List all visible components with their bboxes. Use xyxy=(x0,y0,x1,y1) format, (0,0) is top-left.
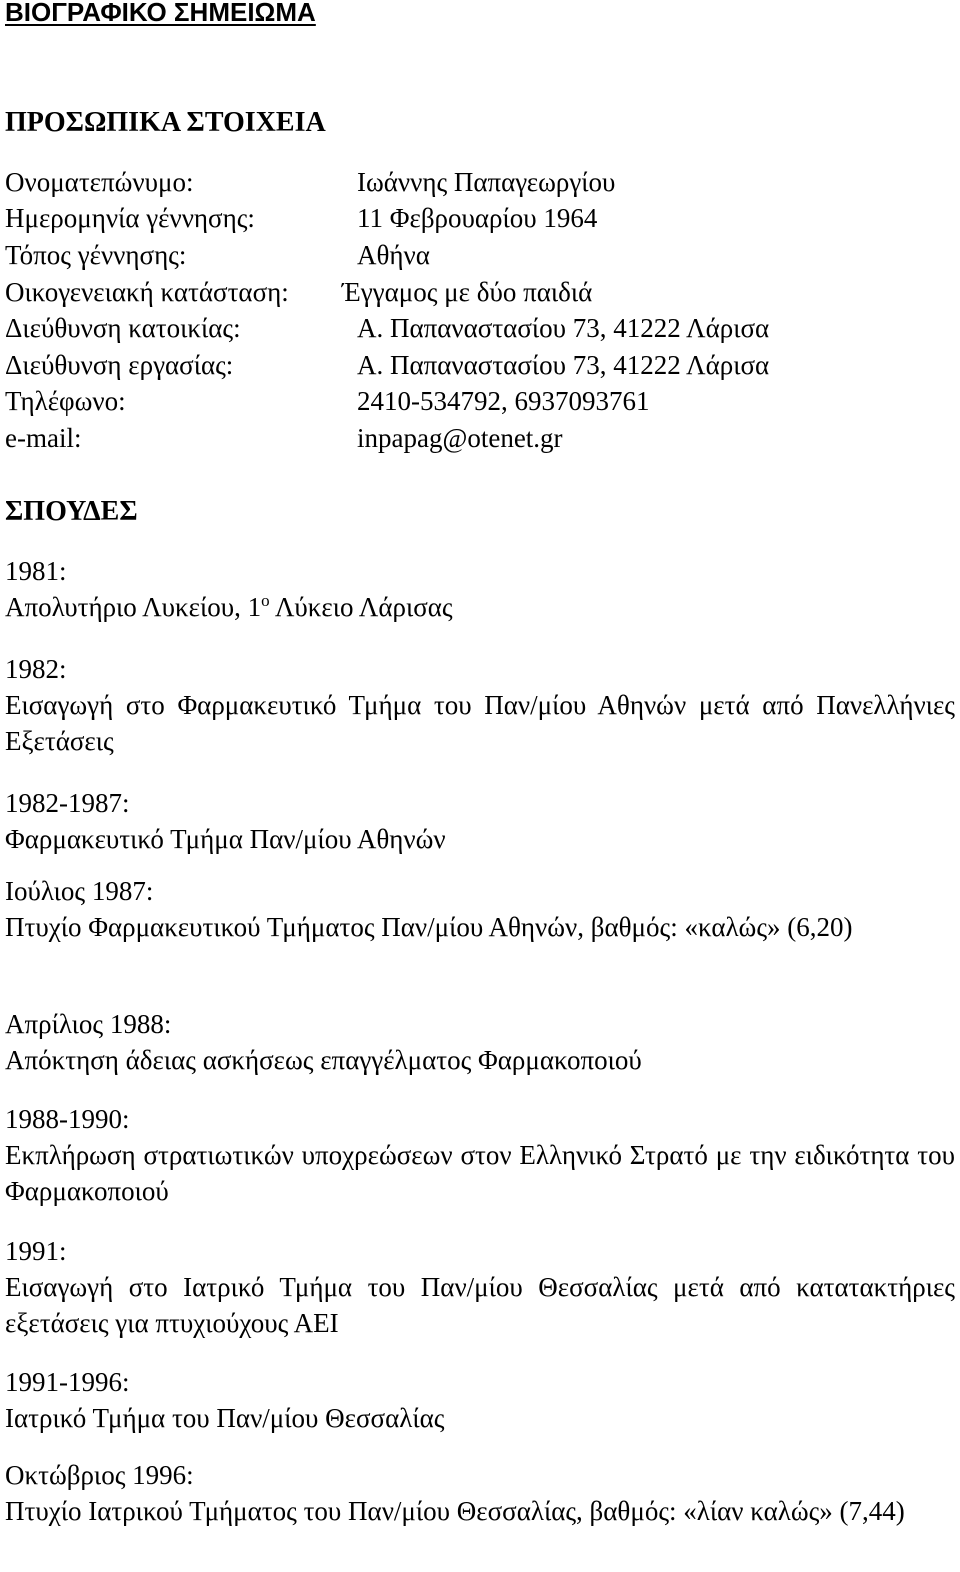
field-label: Ονοματεπώνυμο: xyxy=(5,167,194,197)
field-value: Αθήνα xyxy=(357,240,430,270)
study-date: Οκτώβριος 1996: xyxy=(5,1460,194,1490)
study-description: Εκπλήρωση στρατιωτικών υποχρεώσεων στον Ελληνικό Στρατό με την ειδικότητα του Φαρμακοποιού xyxy=(5,1140,955,1206)
study-date: 1982-1987: xyxy=(5,788,130,818)
study-description: Απόκτηση άδειας ασκήσεως επαγγέλματος Φαρμακοποιού xyxy=(5,1045,642,1075)
study-date: Ιούλιος 1987: xyxy=(5,876,154,906)
field-label: Οικογενειακή κατάσταση: xyxy=(5,277,289,307)
field-value: inpapag@otenet.gr xyxy=(357,423,563,453)
field-email xyxy=(5,420,955,456)
study-date: Απρίλιος 1988: xyxy=(5,1009,172,1039)
field-value: Α. Παπαναστασίου 73, 41222 Λάρισα xyxy=(357,313,770,343)
study-date: 1988-1990: xyxy=(5,1104,130,1134)
study-entry xyxy=(5,651,955,759)
document-title: ΒΙΟΓΡΑΦΙΚΟ ΣΗΜΕΙΩΜΑ xyxy=(5,0,316,27)
field-label: Τηλέφωνο: xyxy=(5,386,126,416)
study-entry xyxy=(5,1006,955,1078)
study-entry xyxy=(5,1457,955,1529)
study-date: 1991-1996: xyxy=(5,1367,130,1397)
field-work-address xyxy=(5,347,955,383)
field-phone xyxy=(5,383,955,419)
study-entry xyxy=(5,553,955,625)
field-home-address xyxy=(5,310,955,346)
field-value: Ιωάννης Παπαγεωργίου xyxy=(357,167,616,197)
study-date: 1981: xyxy=(5,556,67,586)
study-date: 1982: xyxy=(5,654,67,684)
study-description: Εισαγωγή στο Ιατρικό Τμήμα του Παν/μίου Θεσσαλίας μετά από κατατακτήριες εξετάσεις για πτυχιούχους ΑΕΙ xyxy=(5,1272,955,1338)
field-name xyxy=(5,164,955,200)
study-entry xyxy=(5,1101,955,1209)
field-value: Έγγαμος με δύο παιδιά xyxy=(342,277,593,307)
studies-heading: ΣΠΟΥΔΕΣ xyxy=(5,496,138,527)
field-value: Α. Παπαναστασίου 73, 41222 Λάρισα xyxy=(357,350,770,380)
study-description: Ιατρικό Τμήμα του Παν/μίου Θεσσαλίας xyxy=(5,1403,445,1433)
field-birth-place xyxy=(5,237,955,273)
study-description: Απολυτήριο Λυκείου, $1^o$ Λύκειο Λάρισας xyxy=(5,591,453,622)
field-label: Τόπος γέννησης: xyxy=(5,240,187,270)
field-label: e-mail: xyxy=(5,423,82,453)
study-entry xyxy=(5,1364,955,1436)
study-description: Εισαγωγή στο Φαρμακευτικό Τμήμα του Παν/μίου Αθηνών μετά από Πανελλήνιες Εξετάσεις xyxy=(5,690,955,756)
study-description: Φαρμακευτικό Τμήμα Παν/μίου Αθηνών xyxy=(5,824,446,854)
study-entry xyxy=(5,785,955,857)
field-label: Διεύθυνση εργασίας: xyxy=(5,350,234,380)
study-entry xyxy=(5,1233,955,1341)
study-entry xyxy=(5,873,955,945)
field-marital-status xyxy=(5,274,955,310)
study-description: Πτυχίο Φαρμακευτικού Τμήματος Παν/μίου Αθηνών, βαθμός: «καλώς» (6,20) xyxy=(5,912,853,942)
study-date: 1991: xyxy=(5,1236,67,1266)
field-label: Διεύθυνση κατοικίας: xyxy=(5,313,241,343)
ordinal-superscript: ο xyxy=(261,591,270,610)
field-value: 11 Φεβρουαρίου 1964 xyxy=(357,203,598,233)
field-birth-date xyxy=(5,200,955,236)
field-label: Ημερομηνία γέννησης: xyxy=(5,203,255,233)
field-value: 2410-534792, 6937093761 xyxy=(357,386,650,416)
study-description: Πτυχίο Ιατρικού Τμήματος του Παν/μίου Θεσσαλίας, βαθμός: «λίαν καλώς» (7,44) xyxy=(5,1496,905,1526)
personal-heading: ΠΡΟΣΩΠΙΚΑ ΣΤΟΙΧΕΙΑ xyxy=(5,107,326,138)
